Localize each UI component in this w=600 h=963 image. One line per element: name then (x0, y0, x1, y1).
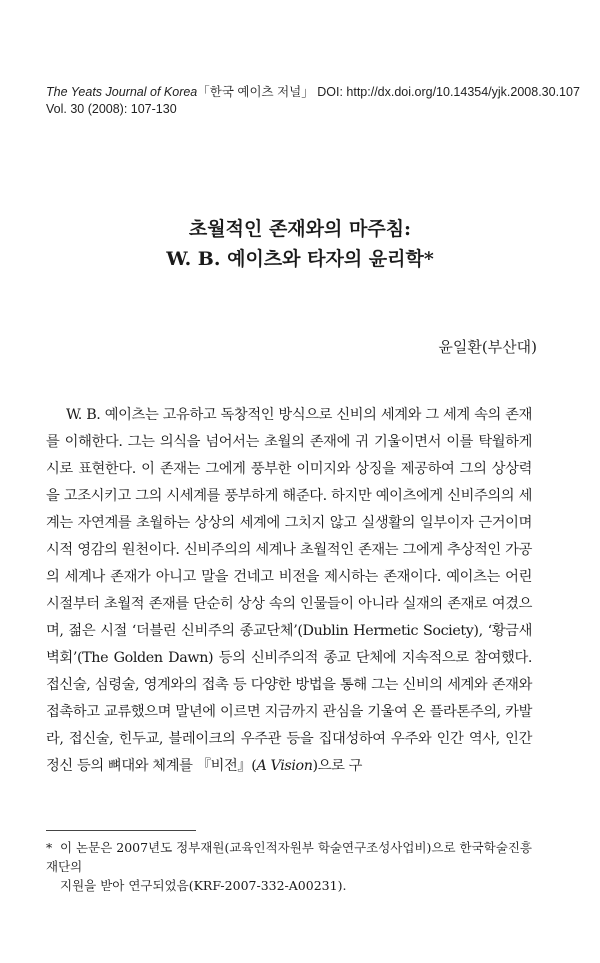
title-line-2: W. B. 예이츠와 타자의 윤리학* (166, 248, 434, 270)
journal-name: The Yeats Journal of Korea (46, 85, 198, 99)
title-line-1: 초월적인 존재와의 마주침: (188, 218, 412, 240)
paragraph-text: W. B. 예이츠는 고유하고 독창적인 방식으로 신비의 세계와 그 세계 속의 존재를 이해한다. 그는 의식을 넘어서는 초월의 존재에 귀 기울이면서 이를 탁월하게 시로 표현한다. 이 존재는 그에게 풍부한 이미지와 상징을 제공하여 그의 상상력을 고조시키고 그의 시세계를 풍부하게 해준다. 하지만 예이츠에게 신비주의의 세계는 자연계를 초월하는 상상의 세계에 그치지 않고 실생활의 일부이자 근거이며 시적 영감의 원천이다. 신비주의의 세계나 초월적인 존재는 그에게 추상적인 가공의 세계나 존재가 아니고 말을 건네고 비전을 제시하는 존재이다. 예이츠는 어린 시절부터 초월적 존재를 단순히 상상 속의 인물들이 아니라 실재의 존재로 여겼으며, 젊은 시절 ‘더블린 신비주의 종교단체’(Dublin Hermetic Society), ‘황금새벽회’(The Golden Dawn) 등의 신비주의적 종교 단체에 지속적으로 참여했다. 접신술, 심령술, 영계와의 접촉 등 다양한 방법을 통해 그는 신비의 세계와 존재와 접촉하고 교류했으며 말년에 이르면 지금까지 관심을 기울여 온 플라톤주의, 카발라, 접신술, 힌두교, 블레이크의 우주관 등을 집대성하여 우주와 인간 역사, 인간 정신 등의 뼈대와 체계를 『비전』( (46, 407, 532, 774)
journal-header (46, 84, 580, 118)
footnote-line-1 (46, 838, 536, 876)
footnote-mark: * (46, 840, 53, 855)
author-affiliation: 윤일환(부산대) (438, 338, 537, 356)
volume-info: Vol. 30 (2008): 107-130 (46, 102, 177, 116)
article-title (0, 214, 600, 274)
paragraph (46, 402, 532, 780)
footnote (46, 838, 536, 895)
footnote-text-2: 지원을 받아 연구되었음(KRF-2007-332-A00231). (60, 878, 347, 893)
body-text (46, 402, 532, 780)
header-line-1 (46, 84, 580, 101)
korean-journal-name: 「한국 예이츠 저널」 (197, 85, 314, 99)
doi: DOI: http://dx.doi.org/10.14354/yjk.2008.30.107 (317, 85, 580, 99)
footnote-text-1: 이 논문은 2007년도 정부재원(교육인적자원부 학술연구조성사업비)으로 한국학술진흥재단의 (46, 840, 532, 874)
book-title-italic: A Vision (256, 758, 313, 774)
footnote-divider (46, 830, 196, 831)
paragraph-text-end: )으로 구 (312, 758, 363, 774)
